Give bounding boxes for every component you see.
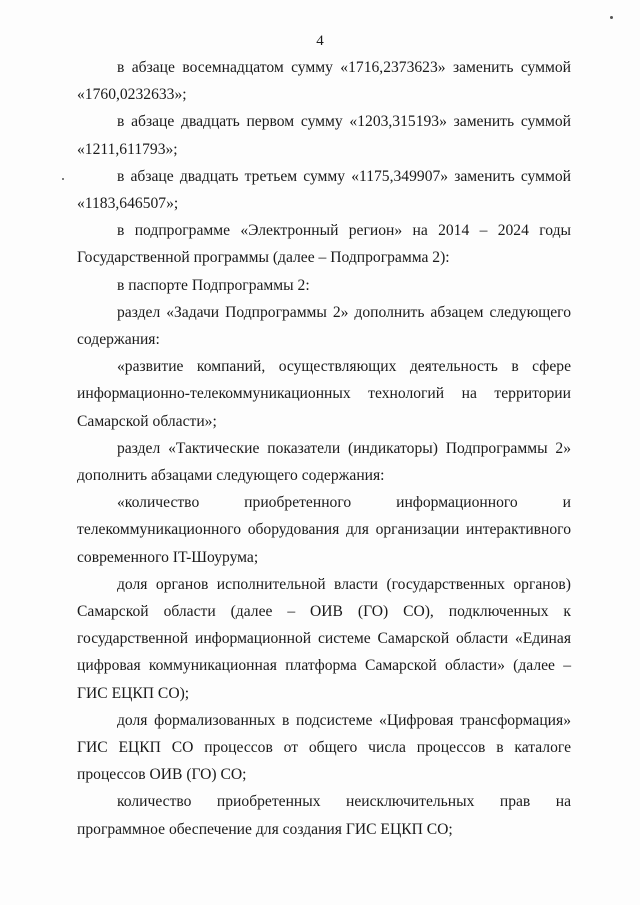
scan-mark [62,178,64,180]
paragraph-software-licenses: количество приобретенных неисключительных прав на программное обеспечение для создания ГИС ЕЦКП СО; [77,793,571,838]
paragraph-passport: в паспорте Подпрограммы 2: [117,276,310,294]
paragraph-tactical-indicators: раздел «Тактические показатели (индикаторы) Подпрограммы 2» дополнить абзацами следующего содержания: [77,439,571,485]
paragraph-equipment-count: «количество приобретенного информационного и телекоммуникационного оборудования для организации интерактивного современного IT-Шоурума; [77,494,571,566]
paragraph-amendment-21: в абзаце двадцать первом сумму «1203,315193» заменить суммой «1211,611793»; [77,113,571,158]
paragraph-development-companies: «развитие компаний, осуществляющих деятельность в сфере информационно-телекоммуникационных технологий на территории Самарской области»; [77,358,571,430]
page-number: 4 [316,33,324,49]
document-body [77,54,571,843]
paragraph-amendment-23: в абзаце двадцать третьем сумму «1175,349907» заменить суммой «1183,646507»; [77,167,571,213]
paragraph-tasks-section: раздел «Задачи Подпрограммы 2» дополнить абзацем следующего содержания: [77,303,571,349]
paragraph-processes-share: доля формализованных в подсистеме «Цифровая трансформация» ГИС ЕЦКП СО процессов от общего числа процессов в каталоге процессов ОИВ (ГО) СО; [77,711,571,784]
paragraph-subprogram-2: в подпрограмме «Электронный регион» на 2014 – 2024 годы Государственной программы (далее – Подпрограмма 2): [77,222,571,267]
scan-mark [610,16,613,19]
paragraph-oiv-share: доля органов исполнительной власти (государственных органов) Самарской области (далее – ОИВ (ГО) СО), подключенных к государственной информационной системе Самарской области «Единая цифровая коммуникационная платформа Самарской области» (далее – ГИС ЕЦКП СО); [77,575,571,702]
paragraph-amendment-18: в абзаце восемнадцатом сумму «1716,2373623» заменить суммой «1760,0232633»; [77,59,571,104]
